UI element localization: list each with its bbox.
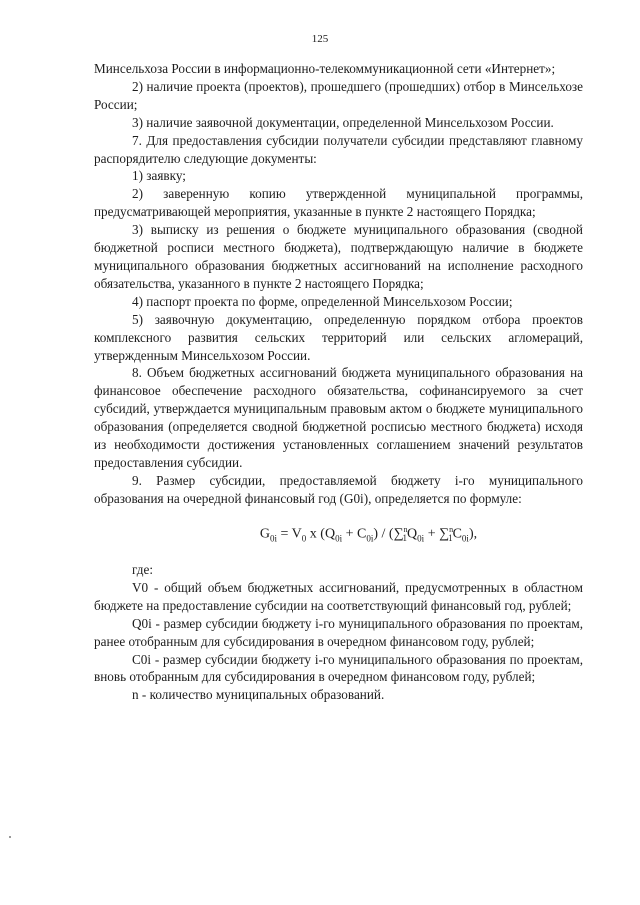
subsidy-formula: $G_{0i} = V_0$ x $(Q_{0i} + C_{0i}) / (\sum^n_1Q_{0i} + \sum^n_1C_{0i})$, xyxy=(259,524,478,544)
paragraph-intro: Минсельхоза России в информационно-телекоммуникационной сети «Интернет»; xyxy=(94,61,556,76)
definition-c0i: C0i - размер субсидии бюджету i-го муниципального образования по проектам, вновь отобранным для субсидирования в очередном финансовом году, рублей; xyxy=(94,651,583,685)
paragraph-section-7: 7. Для предоставления субсидии получатели субсидии представляют главному распорядителю следующие документы: xyxy=(94,132,583,166)
paragraph-item-5-application-docs: 5) заявочную документацию, определенную порядком отбора проектов комплексного развития сельских территорий или сельских агломераций, утвержденным Минсельхозом России. xyxy=(94,311,583,363)
scan-mark xyxy=(9,836,11,838)
definition-n: n - количество муниципальных образований. xyxy=(132,687,385,703)
paragraph-section-9: 9. Размер субсидии, предоставляемой бюджету i-го муниципального образования на очередной финансовый год (G0i), определяется по формуле: xyxy=(94,472,583,506)
page-number: 125 xyxy=(311,33,329,45)
paragraph-section-8: 8. Объем бюджетных ассигнований бюджета муниципального образования на финансовое обеспечение расходного обязательства, софинансируемого за счет субсидий, утверждается муниципальным правовым актом о бюджете муниципального образования (определяется сводной бюджетной росписью местного бюджета) исходя из необходимости достижения установленных соглашением значений результатов предоставления субсидии. xyxy=(94,365,583,470)
paragraph-item-1-application: 1) заявку; xyxy=(132,168,186,184)
paragraph-item-4-passport: 4) паспорт проекта по форме, определенной Минсельхозом России; xyxy=(132,293,513,309)
document-body xyxy=(94,60,583,704)
paragraph-item-3-docs: 3) наличие заявочной документации, определенной Минсельхозом России. xyxy=(132,114,554,130)
paragraph-item-3-budget-extract: 3) выписку из решения о бюджете муниципального образования (сводной бюджетной росписи местного бюджета), подтверждающую наличие в бюджете муниципального образования бюджетных ассигнований на исполнение расходного обязательства, указанного в пункте 2 настоящего Порядка; xyxy=(94,222,583,291)
sum-symbol: ∑ xyxy=(439,526,450,542)
paragraph-item-2-project: 2) наличие проекта (проектов), прошедшего (прошедших) отбор в Минсельхозе России; xyxy=(94,78,583,112)
sum-symbol: ∑ xyxy=(393,526,404,542)
where-label: где: xyxy=(132,562,153,578)
paragraph-item-2-program-copy: 2) заверенную копию утвержденной муниципальной программы, предусматривающей мероприятия, указанные в пункте 2 настоящего Порядка; xyxy=(94,186,583,220)
definition-v0: V0 - общий объем бюджетных ассигнований, предусмотренных в областном бюджете на предоставление субсидии на соответствующий финансовый год, рублей; xyxy=(94,579,583,613)
definition-q0i: Q0i - размер субсидии бюджету i-го муниципального образования по проектам, ранее отобранным для субсидирования в очередном финансовом году, рублей; xyxy=(94,615,583,649)
